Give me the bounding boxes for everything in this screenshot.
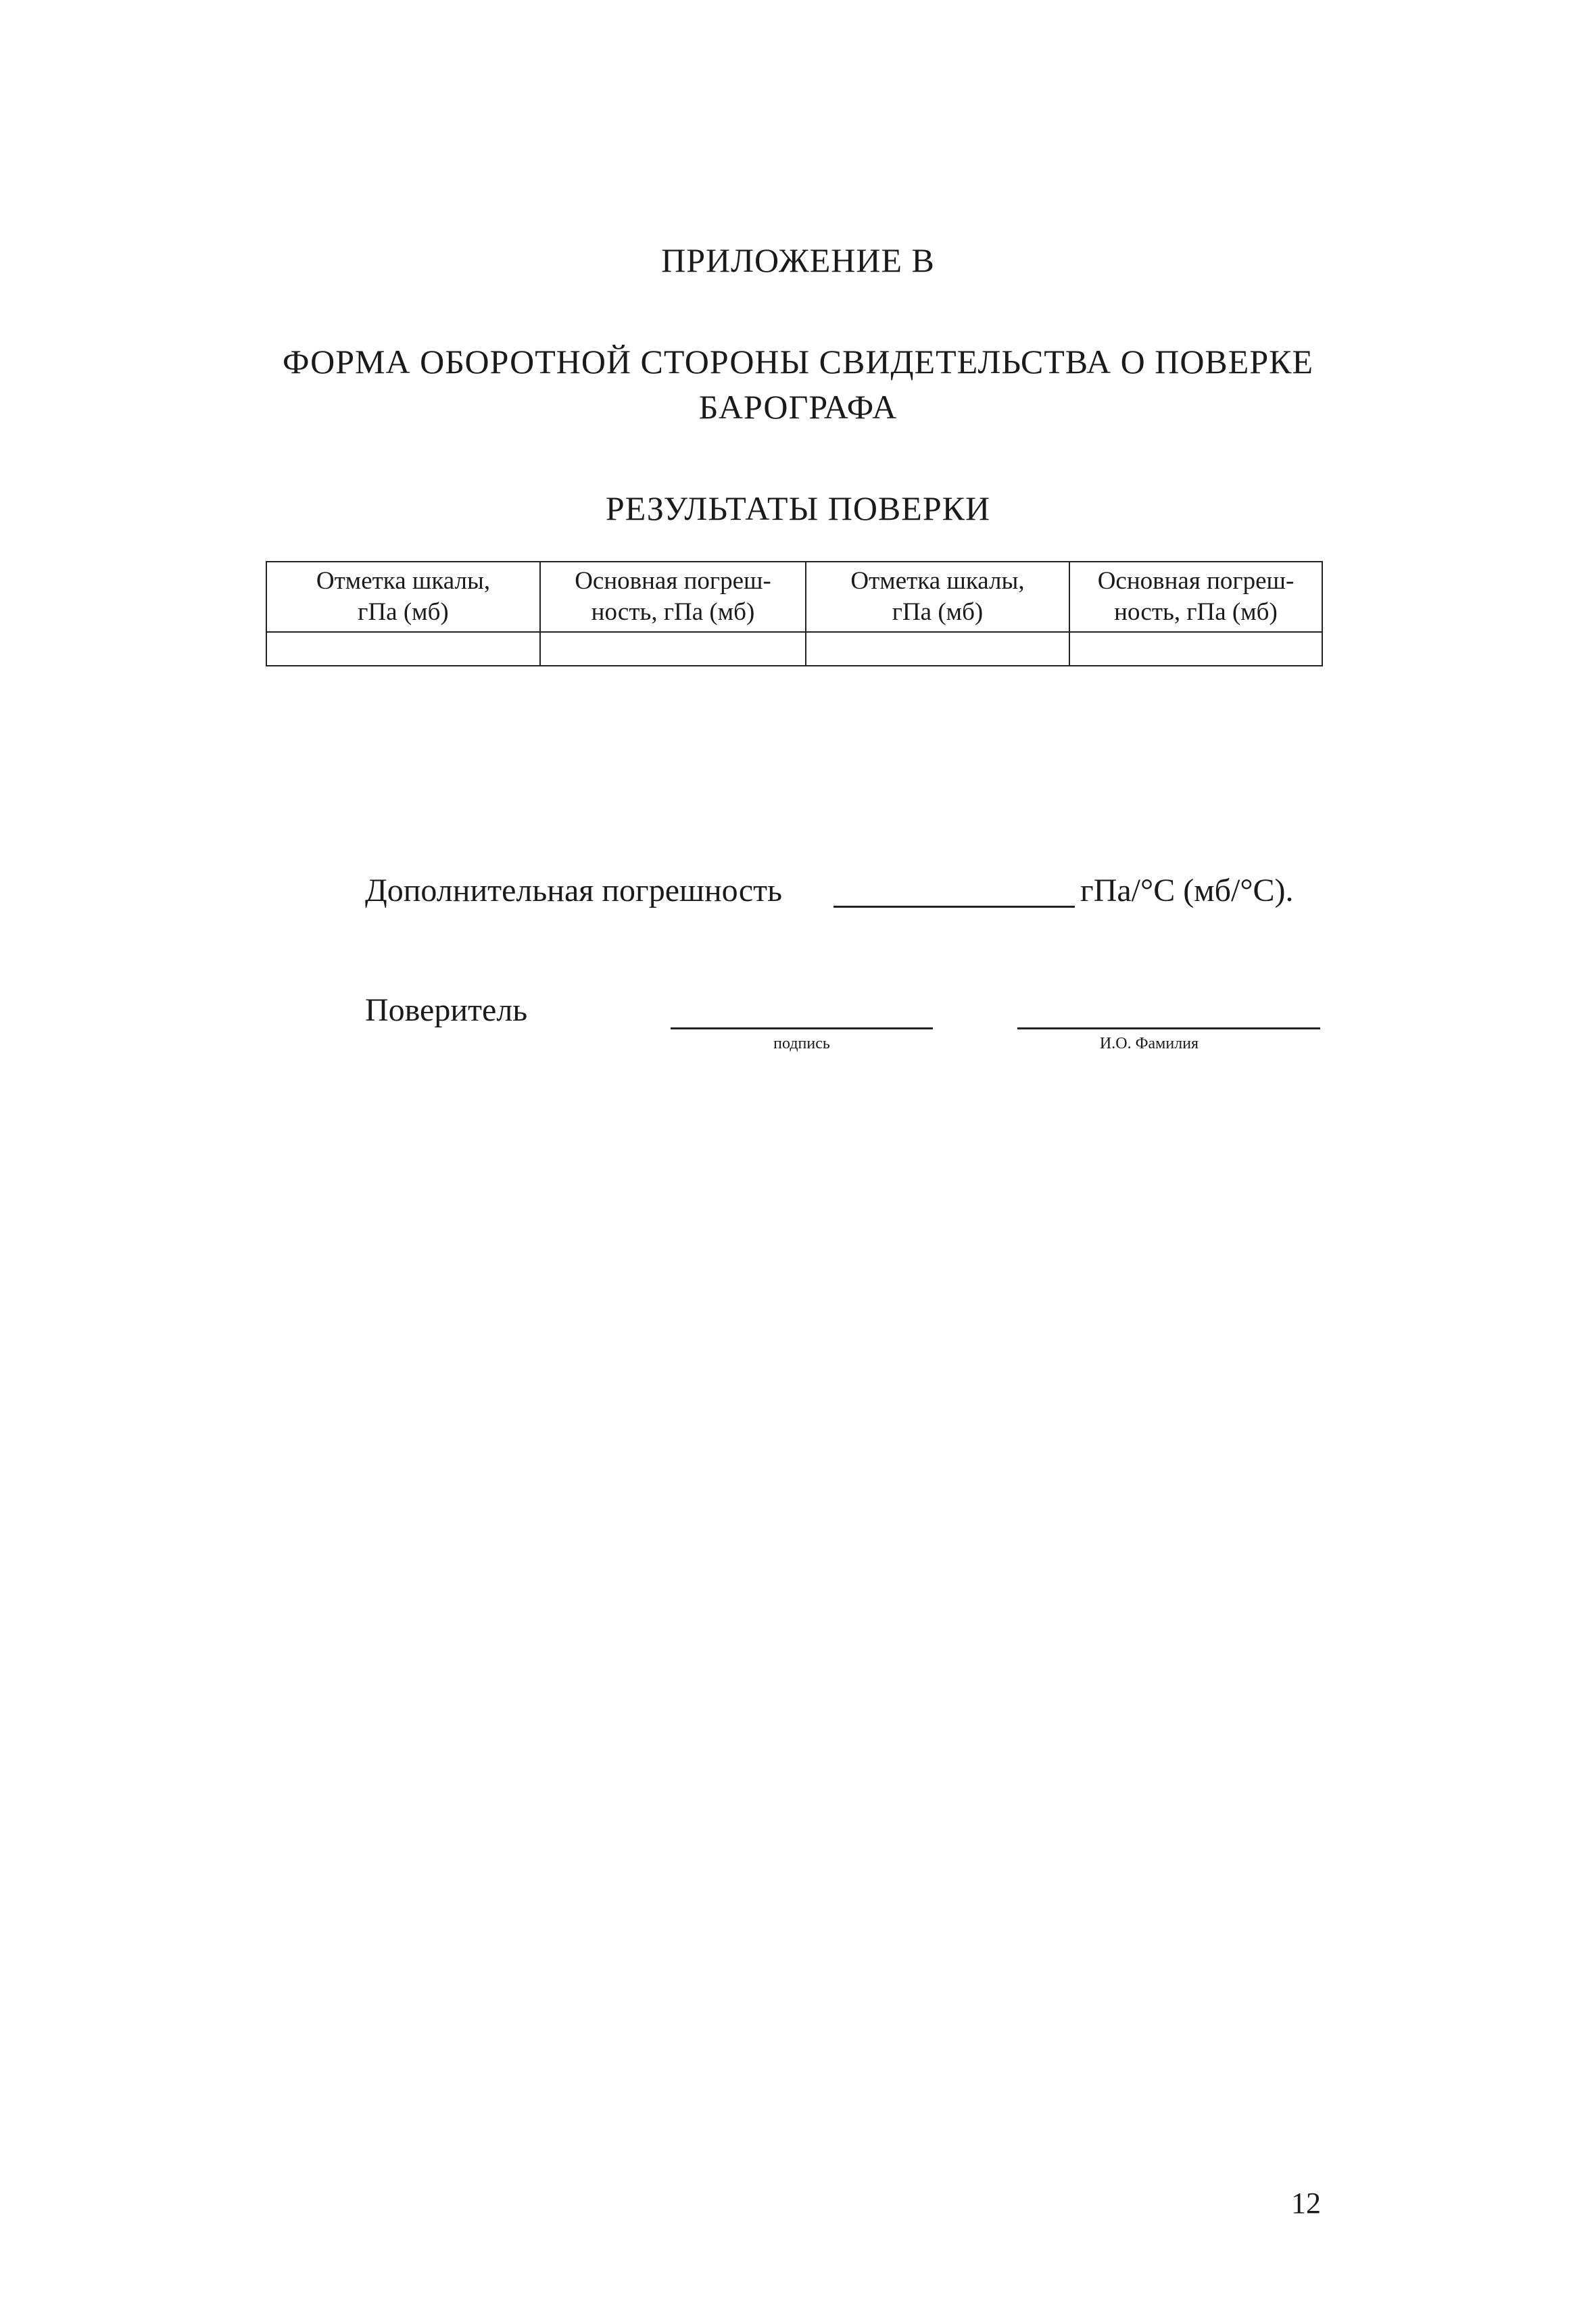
form-title-line-2: БАРОГРАФА [698, 388, 898, 426]
header-text: Основная погреш- [1097, 567, 1295, 595]
header-text: ность, гПа (мб) [591, 598, 755, 626]
signature-blank-field[interactable] [671, 1027, 933, 1029]
signature-caption: подпись [773, 1035, 830, 1052]
name-blank-field[interactable] [1017, 1027, 1320, 1029]
results-table [266, 561, 1323, 666]
header-text: гПа (мб) [358, 598, 449, 626]
extra-error-blank-field[interactable] [833, 906, 1075, 908]
results-title: РЕЗУЛЬТАТЫ ПОВЕРКИ [605, 489, 991, 527]
header-scale-mark-1 [266, 562, 540, 632]
table-cell[interactable] [540, 632, 806, 666]
form-title-line-1: ФОРМА ОБОРОТНОЙ СТОРОНЫ СВИДЕТЕЛЬСТВА О ПОВЕРКЕ [282, 343, 1314, 381]
table-cell[interactable] [806, 632, 1069, 666]
table-cell[interactable] [266, 632, 540, 666]
header-basic-error-1 [540, 562, 806, 632]
header-text: Основная погреш- [575, 567, 771, 595]
appendix-title: ПРИЛОЖЕНИЕ В [661, 241, 935, 279]
table-row [266, 632, 1322, 666]
extra-error-unit: гПа/°С (мб/°С). [1080, 873, 1294, 908]
header-text: гПа (мб) [892, 598, 984, 626]
header-basic-error-2 [1069, 562, 1322, 632]
name-caption: И.О. Фамилия [1099, 1035, 1199, 1052]
header-text: ность, гПа (мб) [1114, 598, 1278, 626]
verifier-label: Поверитель [365, 992, 528, 1028]
table-header-row [266, 562, 1322, 632]
extra-error-label: Дополнительная погрешность [365, 873, 783, 908]
page-number: 12 [1291, 2187, 1321, 2220]
table-cell[interactable] [1069, 632, 1322, 666]
header-text: Отметка шкалы, [850, 567, 1025, 595]
header-text: Отметка шкалы, [316, 567, 491, 595]
header-scale-mark-2 [806, 562, 1069, 632]
